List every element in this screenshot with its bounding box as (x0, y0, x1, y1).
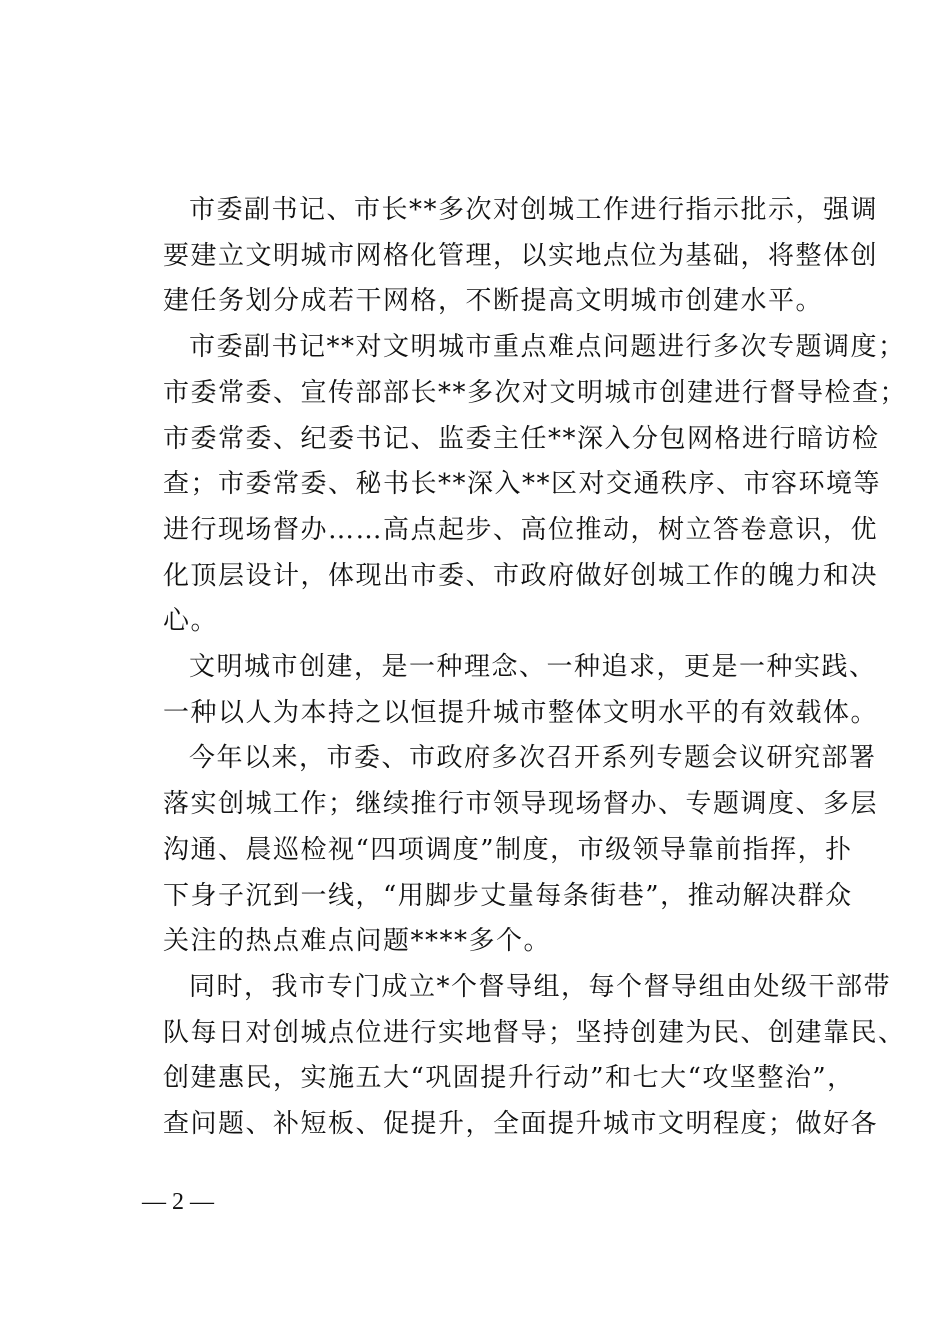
text-line: 队每日对创城点位进行实地督导；坚持创建为民、创建靠民、 (163, 1017, 906, 1048)
paragraph-3 (163, 645, 879, 736)
text-line: 市委副书记、市长**多次对创城工作进行指示批示，强调 (189, 195, 879, 225)
text-line: 进行现场督办……高点起步、高位推动，树立答卷意识，优 (163, 514, 879, 545)
text-line: 文明城市创建，是一种理念、一种追求，更是一种实践、 (189, 652, 877, 683)
text-line: 创建惠民，实施五大“巩固提升行动”和七大“攻坚整治”， (163, 1063, 855, 1094)
text-line: 查；市委常委、秘书长**深入**区对交通秩序、市容环境等 (163, 469, 882, 500)
paragraph-5 (163, 965, 906, 1148)
document-body (163, 188, 908, 1148)
text-line: 同时，我市专门成立*个督导组，每个督导组由处级干部带 (189, 971, 892, 1002)
text-line: 落实创城工作；继续推行市领导现场督办、专题调度、多层 (163, 789, 879, 820)
text-line: 要建立文明城市网格化管理，以实地点位为基础，将整体创 (163, 240, 879, 271)
text-line: 一种以人为本持之以恒提升城市整体文明水平的有效载体。 (163, 697, 879, 728)
text-line: 心。 (163, 606, 219, 637)
text-line: 建任务划分成若干网格，不断提高文明城市创建水平。 (163, 286, 824, 317)
text-line: 沟通、晨巡检视“四项调度”制度，市级领导靠前指挥，扑 (163, 834, 853, 865)
text-line: 市委常委、纪委书记、监委主任**深入分包网格进行暗访检 (163, 423, 880, 454)
text-line: 今年以来，市委、市政府多次召开系列专题会议研究部署 (189, 743, 877, 774)
paragraph-2 (163, 325, 908, 645)
text-line: 查问题、补短板、促提升，全面提升城市文明程度；做好各 (163, 1109, 879, 1140)
text-line: 化顶层设计，体现出市委、市政府做好创城工作的魄力和决 (163, 560, 879, 591)
text-line: 市委常委、宣传部部长**多次对文明城市创建进行督导检查； (163, 377, 908, 408)
paragraph-1 (163, 188, 879, 325)
text-line: 下身子沉到一线，“用脚步丈量每条街巷”，推动解决群众 (163, 880, 853, 911)
text-line: 关注的热点难点问题****多个。 (163, 926, 552, 957)
paragraph-4 (163, 736, 879, 965)
text-line: 市委副书记**对文明城市重点难点问题进行多次专题调度； (189, 332, 906, 363)
page-number: — 2 — (142, 1189, 214, 1215)
